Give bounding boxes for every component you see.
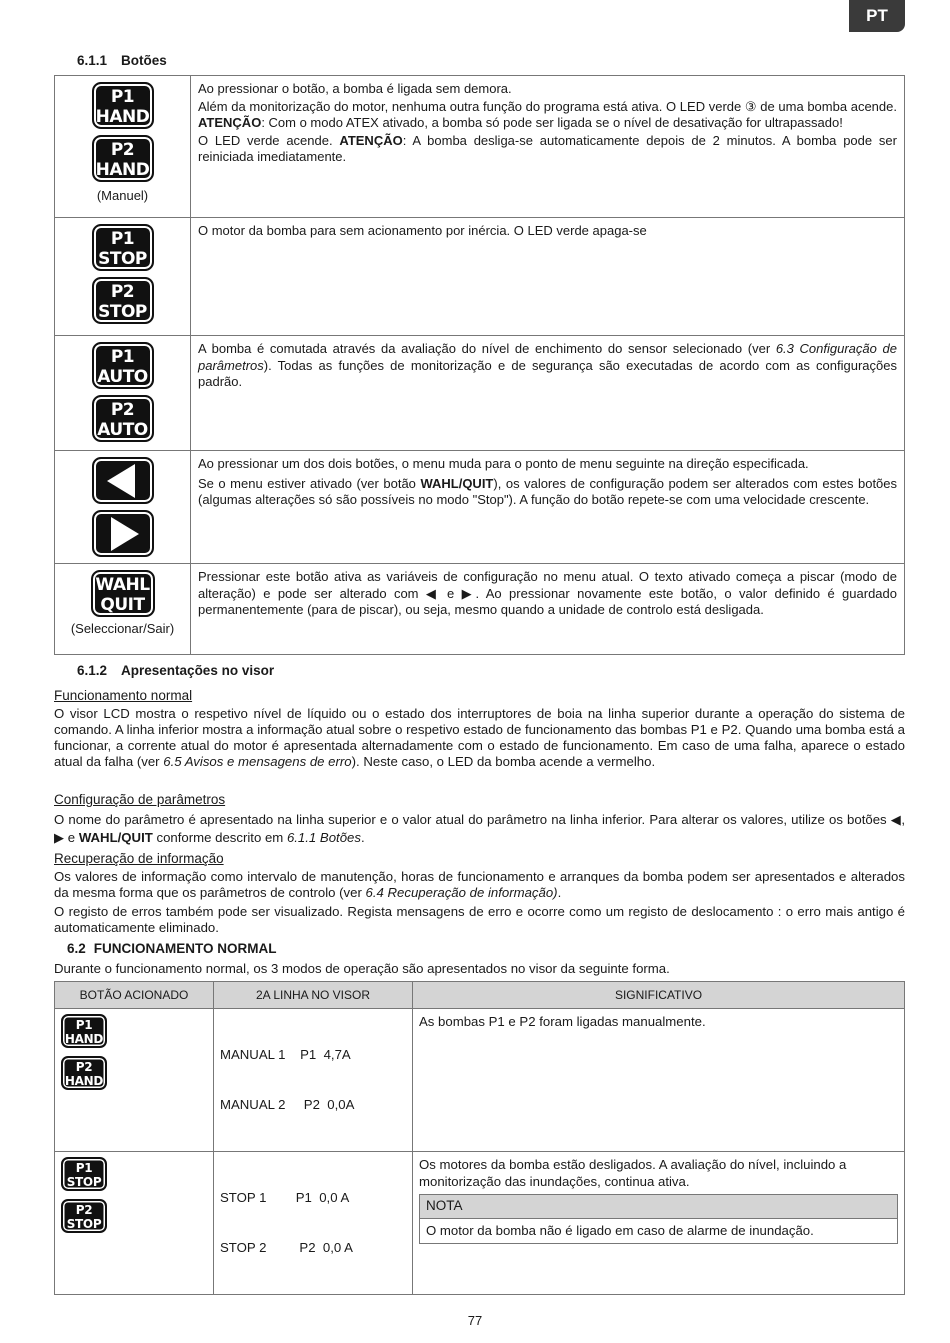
operation-modes-table (54, 981, 905, 1295)
section-heading-6-1-1: 6.1.1 Botões (77, 53, 167, 68)
paragraph: Se o menu estiver ativado (ver botão WAHL/QUIT), os valores de configuração podem ser alterados com estes botões (algumas alterações só são possíveis no modo "Stop"). A função do botão repete-se com uma velocidade crescente. (198, 475, 898, 507)
p2-stop-key-icon: P2 STOP (92, 277, 154, 324)
icon-cell (55, 564, 191, 655)
icon-cell (55, 336, 191, 451)
paragraph: O motor da bomba para sem acionamento por inércia. O LED verde apaga-se (198, 223, 647, 238)
p1-hand-key-icon: P1 HAND (61, 1014, 107, 1048)
table-row (55, 76, 905, 218)
paragraph-registo-erros: O registo de erros também pode ser visualizado. Regista mensagens de erro e ocorre como um registo de deslocamento : o erro mais antigo é automaticamente eliminado. (54, 904, 905, 935)
caption-manuel: (Manuel) (96, 188, 149, 203)
meaning-cell (413, 1009, 905, 1152)
display-line-cell (214, 1009, 413, 1152)
subheading-configuracao: Configuração de parâmetros (54, 792, 226, 807)
paragraph-funcionamento-normal: O visor LCD mostra o respetivo nível de líquido ou o estado dos interruptores de boia na linha superior durante a operação do sistema de comando. A linha inferior mostra a informação atual sobre o respetivo estado de funcionamento das bombas P1 e P2. Quando uma bomba está a funcionar, a corrente atual do motor é apresentada alternadamente com o estado de funcionamento. Em caso de uma falha, aparece o estado atual da falha (ver 6.5 Avisos e mensagens de erro). Neste caso, o LED da bomba acende a vermelho. (54, 706, 905, 769)
paragraph: O LED verde acende. ATENÇÃO: A bomba desliga-se automaticamente depois de 2 minutos. A bomba pode ser reiniciada imediatamente. (198, 132, 897, 164)
icon-cell (55, 218, 191, 336)
language-tab: PT (849, 0, 905, 32)
meaning-text: Os motores da bomba estão desligados. A avaliação do nível, incluindo a monitorização das inundações, continua ativa. (419, 1157, 847, 1189)
column-header: 2A LINHA NO VISOR (214, 982, 413, 1009)
paragraph: Ao pressionar o botão, a bomba é ligada sem demora. (198, 81, 512, 96)
paragraph: Além da monitorização do motor, nenhuma outra função do programa está ativa. O LED verde ③ de uma bomba acende. ATENÇÃO: Com o modo ATEX ativado, a bomba só pode ser ligada se o nível de desativação for ultrapassado! (198, 98, 897, 130)
column-header: BOTÃO ACIONADO (55, 982, 214, 1009)
wahl-quit-key-icon: WAHL QUIT (91, 570, 155, 617)
buttons-table (54, 75, 905, 655)
icon-cell (55, 451, 191, 564)
table-row (55, 1009, 905, 1152)
right-arrow-key-icon (92, 510, 154, 557)
description-cell (191, 451, 905, 564)
table-row (55, 451, 905, 564)
paragraph: Pressionar este botão ativa as variáveis de configuração no menu atual. O texto ativado começa a piscar (modo de alteração) e pode ser alterado com ◀ e ▶. Ao pressionar novamente este botão, o valor definido é guardado permanentemente (para de piscar), ou seja, mesmo quando a unidade de controlo está desligada. (198, 569, 897, 617)
p2-hand-key-icon: P2 HAND (92, 135, 154, 182)
p1-stop-key-icon: P1 STOP (61, 1157, 107, 1191)
table-row (55, 218, 905, 336)
left-arrow-key-icon (92, 457, 154, 504)
description-cell (191, 564, 905, 655)
p2-stop-key-icon: P2 STOP (61, 1199, 107, 1233)
paragraph: A bomba é comutada através da avaliação do nível de enchimento do sensor selecionado (ver 6.3 Configuração de parâmetros). Todas as funções de monitorização e de segurança são executadas de acordo com as configurações padrão. (198, 341, 897, 389)
p2-auto-key-icon: P2 AUTO (92, 395, 154, 442)
description-cell (191, 218, 905, 336)
icon-cell (55, 76, 191, 218)
paragraph: Ao pressionar um dos dois botões, o menu muda para o ponto de menu seguinte na direção especificada. (198, 456, 809, 471)
subheading-recuperacao: Recuperação de informação (54, 851, 224, 866)
note-heading: NOTA (420, 1195, 897, 1219)
note-body: O motor da bomba não é ligado em caso de alarme de inundação. (426, 1222, 814, 1238)
key-cell (55, 1009, 214, 1152)
p1-auto-key-icon: P1 AUTO (92, 342, 154, 389)
display-line-cell (214, 1152, 413, 1295)
note-box (419, 1194, 898, 1244)
paragraph-configuracao: O nome do parâmetro é apresentado na linha superior e o valor atual do parâmetro na linha inferior. Para alterar os valores, utilize os botões ◀, ▶ e WAHL/QUIT conforme descrito em 6.1.1 Botões. (54, 812, 905, 845)
display-line: STOP 1 P1 0,0 A (220, 1190, 350, 1205)
caption-seleccionar-sair: (Seleccionar/Sair) (70, 621, 175, 636)
meaning-text: As bombas P1 e P2 foram ligadas manualmente. (419, 1014, 706, 1029)
display-line: MANUAL 2 P2 0,0A (220, 1096, 355, 1112)
description-cell (191, 336, 905, 451)
section-heading-6-2: 6.2 FUNCIONAMENTO NORMAL (67, 941, 277, 956)
description-cell (191, 76, 905, 218)
p2-hand-key-icon: P2 HAND (61, 1056, 107, 1090)
p1-hand-key-icon: P1 HAND (92, 82, 154, 129)
display-line: MANUAL 1 P1 4,7A (220, 1047, 351, 1062)
section-heading-6-1-2: 6.1.2 Apresentações no visor (77, 663, 275, 678)
paragraph-recuperacao: Os valores de informação como intervalo de manutenção, horas de funcionamento e arranques da bomba podem ser apresentados e alterados da mesma forma que os parâmetros de controlo (ver 6.4 Recuperação de informação). (54, 869, 905, 900)
table-header-row (55, 982, 905, 1009)
subheading-funcionamento-normal: Funcionamento normal (54, 688, 193, 703)
column-header: SIGNIFICATIVO (413, 982, 905, 1009)
table-row (55, 1152, 905, 1295)
table-row (55, 564, 905, 655)
table-row (55, 336, 905, 451)
display-line: STOP 2 P2 0,0 A (220, 1239, 353, 1255)
meaning-cell (413, 1152, 905, 1295)
p1-stop-key-icon: P1 STOP (92, 224, 154, 271)
key-cell (55, 1152, 214, 1295)
page-number: 77 (467, 1313, 483, 1328)
paragraph-intro-6-2: Durante o funcionamento normal, os 3 modos de operação são apresentados no visor da seguinte forma. (54, 961, 670, 976)
